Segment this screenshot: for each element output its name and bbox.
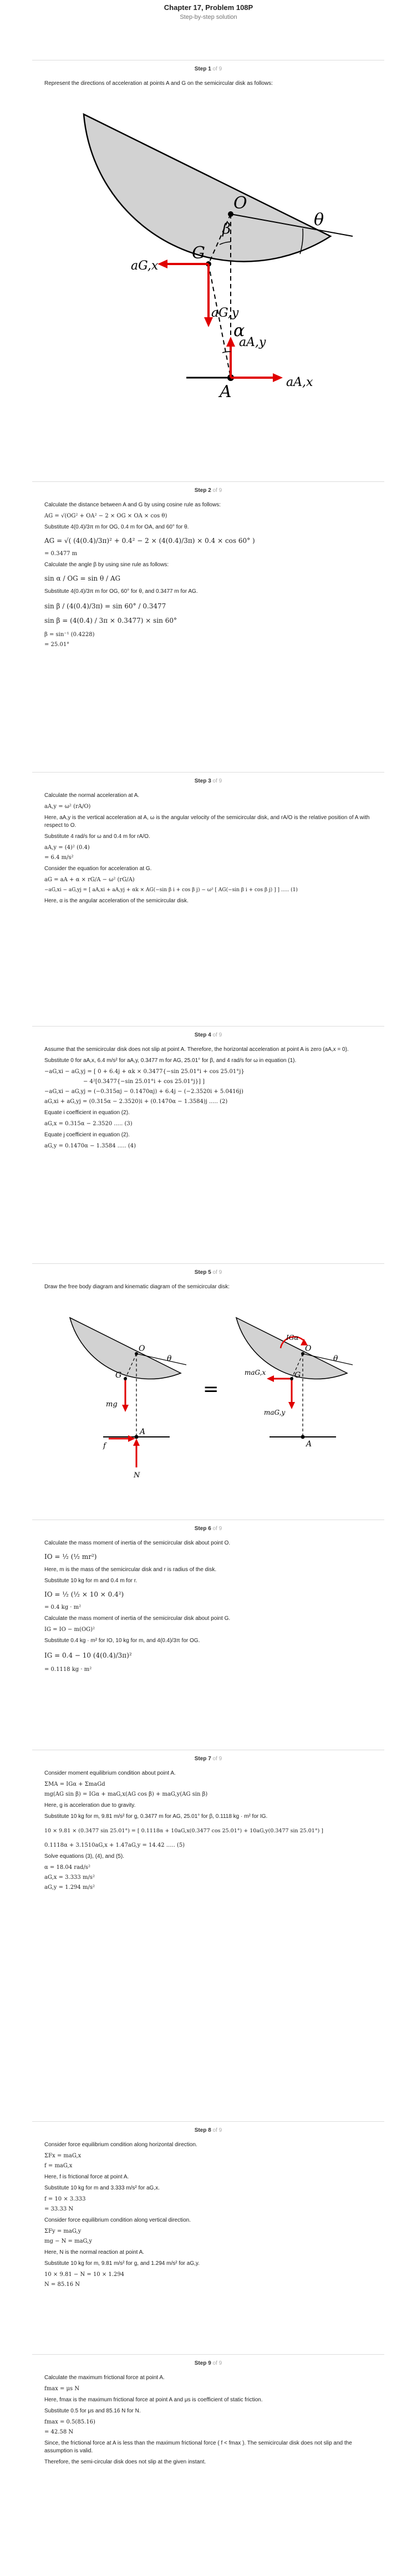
step-9-line: Here, fmax is the maximum frictional force at point A and μs is coefficient of static friction. [44,2397,263,2403]
step-heading-9: Step 9 of 9 [194,2360,222,2366]
step-9-math: fmax = μs N [44,2386,80,2392]
step-card-7 [32,1750,384,1972]
step-8-math: f = 10 × 3.333 [44,2196,86,2202]
step-card-3 [32,772,384,1017]
kd-label-G: G [294,1371,301,1380]
step-3-line: Here, α is the angular acceleration of the semicircular disk. [44,898,189,904]
step-4-math: −aG,xi − aG,yj = [ 0 + 6.4j + αk × 0.3477{−sin 25.01°i + cos 25.01°j} [44,1069,245,1075]
step-8-line: Consider force equilibrium condition along vertical direction. [44,2217,191,2223]
step-7-math: 0.1118α + 3.1510aG,x + 1.47aG,y = 14.42 ..... (5) [44,1842,185,1848]
step-8-line: Substitute 10 kg for m and 3.333 m/s² for aG,x. [44,2185,160,2191]
free-body-diagram-figure [53,1295,364,1478]
step-card-1 [32,60,384,451]
step-heading-7: Step 7 of 9 [194,1756,222,1762]
step-2-line: Substitute 4(0.4)/3π m for OG, 0.4 m for OA, and 60° for θ. [44,524,189,530]
step-3-math: −aG,xi − aG,yj = [ aA,xi + aA,yj + αk × AG(−sin β i + cos β j) − ω² [ AG(−sin β i + cos β j) ] ] ..... (1) [44,887,298,893]
page-header [0,0,417,21]
step-heading-3: Step 3 of 9 [194,778,222,784]
page-title: Chapter 17, Problem 108P [164,3,253,12]
step-2-math: β = sin⁻¹ (0.4228) [44,632,95,638]
step-5-line: Draw the free body diagram and kinematic diagram of the semicircular disk: [44,1284,230,1290]
step-9-math: = 42.58 N [44,2429,74,2435]
step-9-line: Substitute 0.5 for μs and 85.16 N for N. [44,2408,141,2414]
step-6-math: IO = ½ (½ × 10 × 0.4²) [44,1591,124,1598]
step-6-line: Calculate the mass moment of inertia of the semicircular disk about point G. [44,1615,231,1622]
step-2-math: sin α / OG = sin θ / AG [44,575,121,582]
step-7-line: Consider moment equilibrium condition about point A. [44,1770,176,1776]
step-1-line: Represent the directions of acceleration at points A and G on the semicircular disk as follows: [44,80,273,87]
kd-label-maGy: maG,y [263,1409,285,1416]
label-aGy: aG,y [211,306,238,320]
step-3-math: = 6.4 m/s² [44,855,74,861]
label-theta: θ [313,210,324,230]
step-3-line: Consider the equation for acceleration at G. [44,866,152,872]
step-heading-2: Step 2 of 9 [194,487,222,494]
kd-label-O: O [304,1344,311,1353]
fbd-label-f: f [103,1442,106,1450]
step-6-line: Calculate the mass moment of inertia of the semicircular disk about point O. [44,1540,231,1546]
step-4-math: − 4²[0.3477{−sin 25.01°i + cos 25.01°j}] ] [83,1079,205,1085]
page-subtitle: Step-by-step solution [180,14,237,21]
label-beta: β [222,221,231,237]
step-9-math: fmax = 0.5(85.16) [44,2419,95,2425]
step-3-line: Calculate the normal acceleration at A. [44,792,140,799]
step-2-math: sin β = (4(0.4) / 3π × 0.3477) × sin 60° [44,617,177,624]
step-7-math: mg(AG sin β) = IGα + maG,x(AG cos β) + maG,y(AG sin β) [44,1791,208,1797]
step-6-math: IG = IO − m(OG)² [44,1627,95,1633]
step-8-math: N = 85.16 N [44,2282,80,2288]
step-2-line: Calculate the distance between A and G by using cosine rule as follows: [44,502,221,508]
step-3-line: Substitute 4 rad/s for ω and 0.4 m for rA/O. [44,834,150,840]
label-aAy: aA,y [238,336,266,349]
step-card-4 [32,1026,384,1254]
step-9-line: Calculate the maximum frictional force at point A. [44,2375,165,2381]
label-A: A [219,382,232,402]
step-7-math: aG,y = 1.294 m/s² [44,1884,95,1891]
step-2-math: AG = √(OG² + OA² − 2 × OG × OA × cos θ) [44,513,167,519]
step-2-math: sin β / (4(0.4)/3π) = sin 60° / 0.3477 [44,602,166,610]
step-2-math: = 0.3477 m [44,551,78,557]
label-aGx: aG,x [130,259,158,273]
label-G: G [191,243,205,263]
fbd-label-mg: mg [105,1400,118,1409]
step-6-line: Substitute 0.4 kg · m² for IO, 10 kg for m, and 4(0.4)/3π for OG. [44,1638,200,1644]
step-8-math: f = maG,x [44,2163,73,2169]
kd-label-maGx: maG,x [244,1369,266,1376]
step-4-line: Assume that the semicircular disk does not slip at point A. Therefore, the horizontal acceleration at point A is zero (aA,x = 0). [44,1046,349,1053]
step-4-math: aG,x = 0.315α − 2.3520 ..... (3) [44,1121,133,1127]
step-7-math: ΣMA = IGα + ΣmaGd [44,1781,105,1787]
step-2-math: = 25.01° [44,642,70,648]
step-6-math: = 0.4 kg · m² [44,1604,82,1610]
step-4-line: Equate i coefficient in equation (2). [44,1110,130,1116]
step-card-9 [32,2354,384,2574]
step-4-line: Equate j coefficient in equation (2). [44,1132,130,1138]
step-8-math: ΣFx = maG,x [44,2153,82,2159]
step-8-math: mg − N = maG,y [44,2238,93,2244]
step-8-line: Substitute 10 kg for m, 9.81 m/s² for g, and 1.294 m/s² for aG,y. [44,2260,200,2267]
step-heading-5: Step 5 of 9 [194,1269,222,1276]
step-7-math: 10 × 9.81 × (0.3477 sin 25.01°) = [ 0.1118α + 10aG,x(0.3477 cos 25.01°) + 10aG,y(0.3477 sin 25.01°) ] [44,1828,324,1834]
step-3-math: aA,y = (4)² (0.4) [44,845,90,851]
step-8-math: = 33.33 N [44,2206,74,2212]
step-2-math: AG = √( (4(0.4)/3π)² + 0.4² − 2 × (4(0.4)/3π) × 0.4 × cos 60° ) [44,537,255,545]
step-heading-4: Step 4 of 9 [194,1032,222,1038]
step-6-math: IG = 0.4 − 10 (4(0.4)/3π)² [44,1652,132,1659]
step-4-math: aG,y = 0.1470α − 1.3584 ..... (4) [44,1143,136,1149]
kd-label-IGa: IGα [286,1334,298,1342]
step-card-8 [32,2121,384,2346]
step-8-math: ΣFy = maG,y [44,2228,82,2234]
step-9-line: Therefore, the semi-circular disk does not slip at the given instant. [44,2459,206,2465]
label-O: O [233,194,247,213]
label-aAx: aA,x [286,375,313,389]
label-alpha: α [233,321,245,341]
fbd-label-A: A [139,1427,145,1436]
step-heading-1: Step 1 of 9 [194,66,222,72]
step-card-2 [32,481,384,759]
step-7-line: Substitute 10 kg for m, 9.81 m/s² for g, 0.3477 m for AG, 25.01° for β, 0.1118 kg · m² for IG. [44,1813,268,1820]
step-6-line: Substitute 10 kg for m and 0.4 m for r. [44,1578,138,1584]
fbd-label-O: O [138,1344,145,1353]
step-7-line: Here, g is acceleration due to gravity. [44,1802,136,1808]
kd-label-A: A [306,1440,312,1449]
step-9-line: Since, the frictional force at A is less than the maximum frictional force ( f < fmax ). The semicircular disk does not slip and the assumption is valid. [44,2440,352,2454]
step-heading-8: Step 8 of 9 [194,2127,222,2133]
semicircular-disk-figure [53,92,364,403]
step-6-line: Here, m is the mass of the semicircular disk and r is radius of the disk. [44,1567,217,1573]
step-6-math: IO = ½ (½ mr²) [44,1553,97,1561]
step-card-5 [32,1263,384,1513]
step-7-math: α = 18.04 rad/s² [44,1864,90,1871]
step-4-line: Substitute 0 for aA,x, 6.4 m/s² for aA,y, 0.3477 m for AG, 25.01° for β, and 4 rad/s for ω in equation (1). [44,1058,297,1064]
step-heading-6: Step 6 of 9 [194,1526,222,1532]
kd-label-theta: θ [333,1354,338,1363]
step-card-6 [32,1520,384,1742]
step-8-line: Consider force equilibrium condition along horizontal direction. [44,2142,197,2148]
step-7-math: aG,x = 3.333 m/s² [44,1874,95,1881]
step-8-math: 10 × 9.81 − N = 10 × 1.294 [44,2272,125,2278]
step-4-math: aG,xi + aG,yj = (0.315α − 2.3520)i + (0.1470α − 1.3584)j ..... (2) [44,1099,228,1105]
step-3-math: aA,y = ω² (rA/O) [44,804,91,810]
fbd-label-G: G [115,1371,121,1380]
step-8-line: Here, N is the normal reaction at point A. [44,2249,145,2255]
step-3-line: Here, aA,y is the vertical acceleration at A, ω is the angular velocity of the semicircular disk, and rA/O is the relative position of A with respect to O. [44,815,370,829]
fbd-label-N: N [133,1471,140,1478]
step-8-line: Here, f is frictional force at point A. [44,2174,129,2180]
step-6-math: = 0.1118 kg · m² [44,1666,92,1673]
step-7-line: Solve equations (3), (4), and (5). [44,1853,124,1859]
equals-sign: = [202,1378,218,1400]
fbd-label-theta: θ [166,1354,171,1363]
step-2-line: Calculate the angle β by using sine rule as follows: [44,562,169,568]
step-4-math: −aG,xi − aG,yj = (−0.315αj − 0.1470αj) + 6.4j − (−2.3520i + 5.0416j) [44,1089,243,1095]
step-2-line: Substitute 4(0.4)/3π m for OG, 60° for θ, and 0.3477 m for AG. [44,588,198,595]
step-3-math: aG = aA + α × rG/A − ω² (rG/A) [44,877,135,883]
